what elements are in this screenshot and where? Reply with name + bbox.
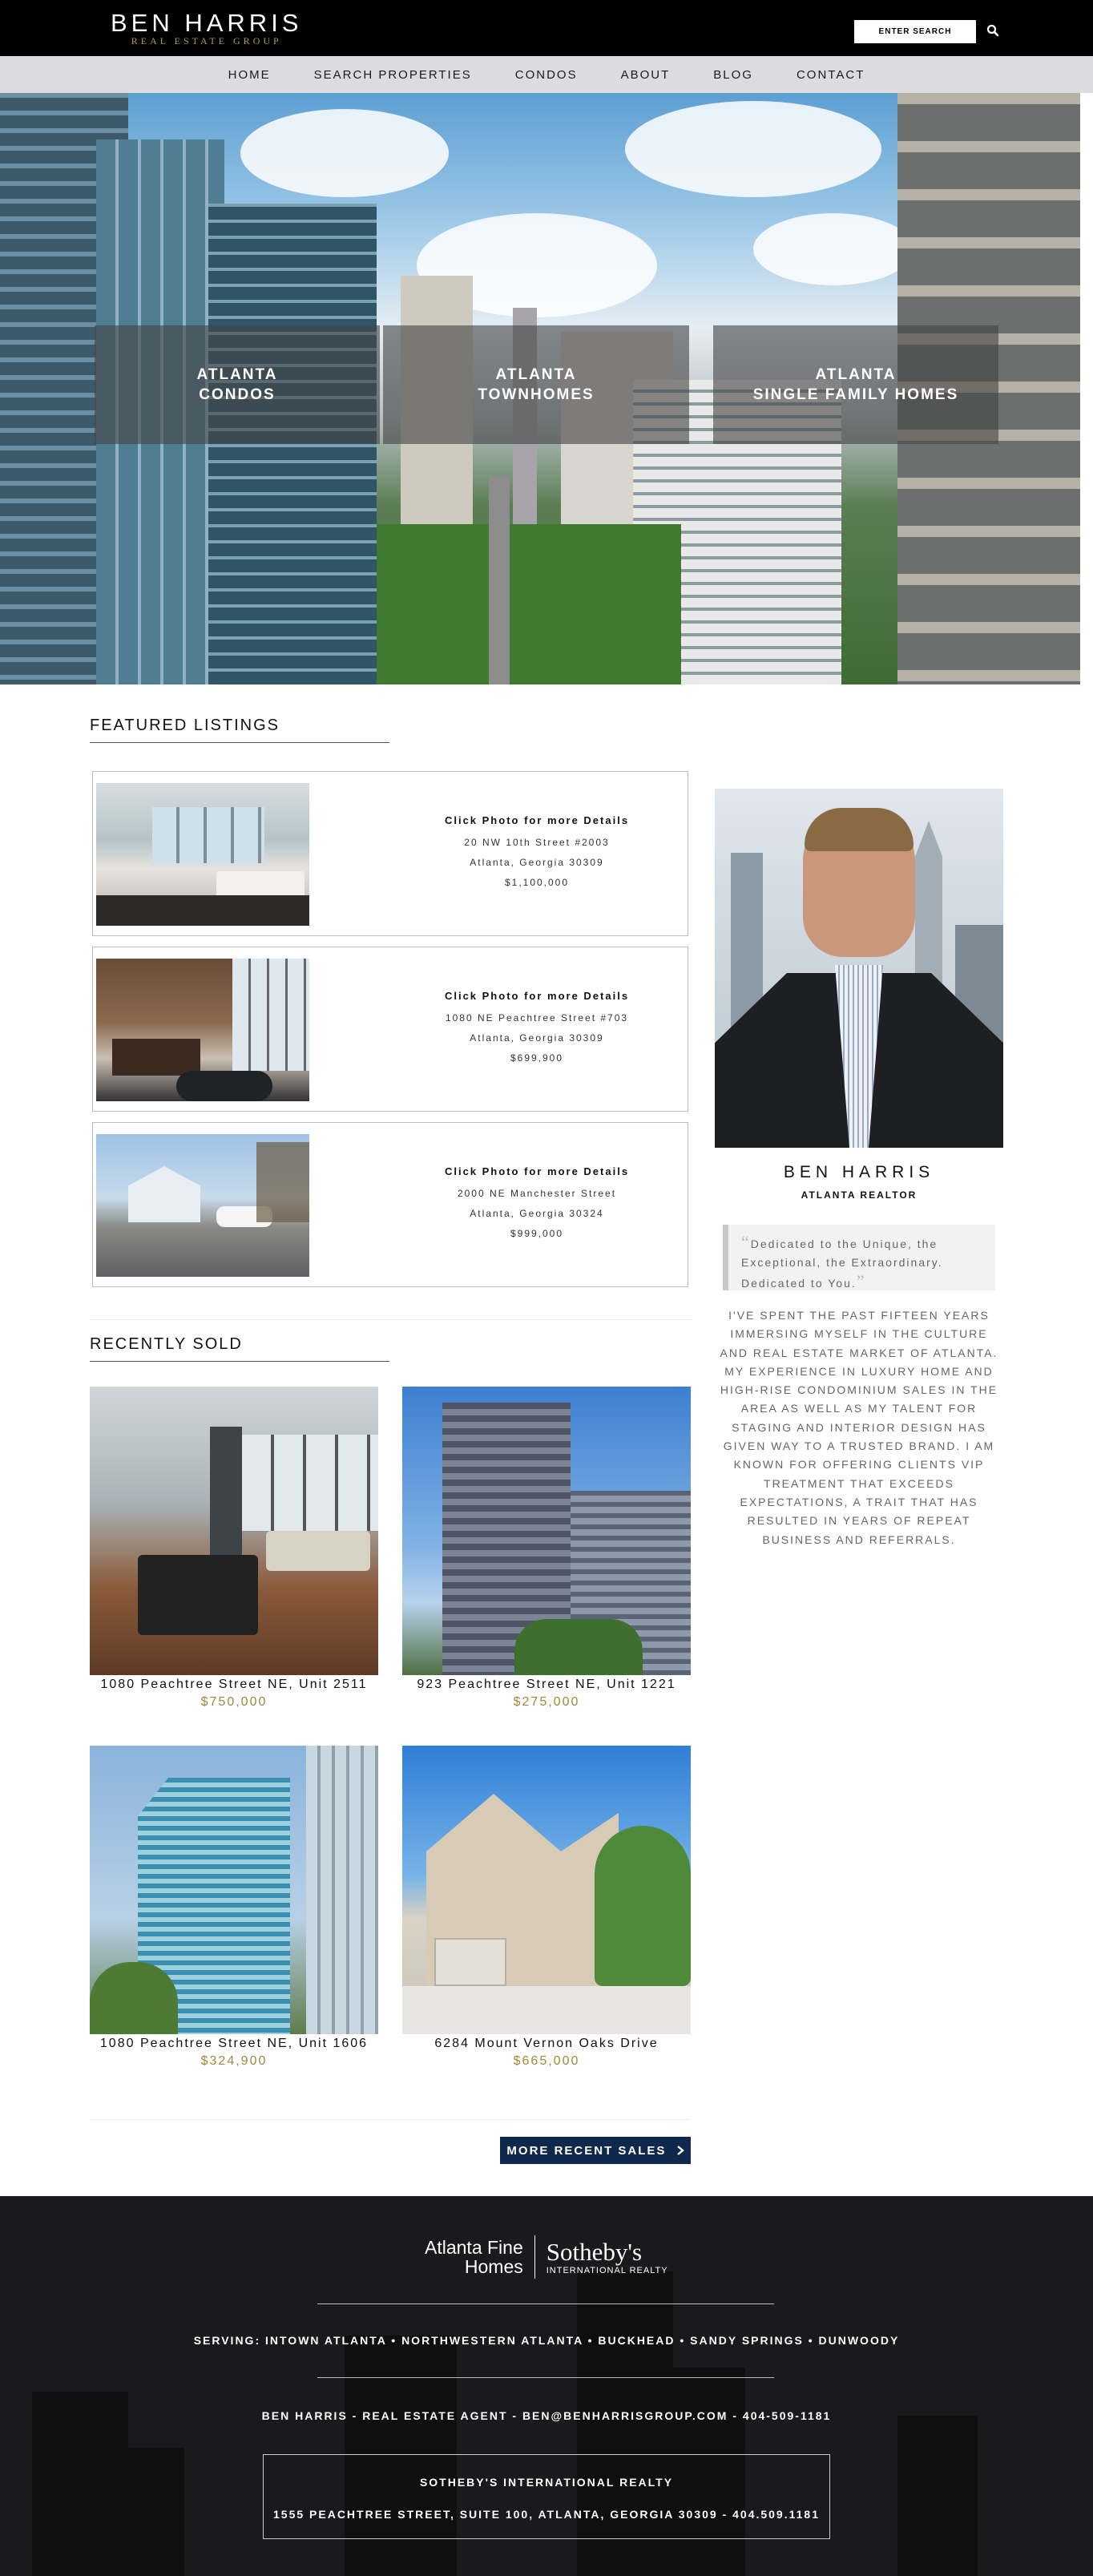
hero-link-townhomes[interactable] — [383, 325, 689, 444]
footer-office-address: 1555 PEACHTREE STREET, SUITE 100, ATLANTA, GEORGIA 30309 - 404.509.1181 — [273, 2508, 820, 2521]
sold-photo[interactable] — [402, 1387, 691, 1675]
listing-street: 1080 NE Peachtree Street #703 — [445, 1012, 629, 1024]
more-recent-sales-button[interactable] — [500, 2137, 691, 2164]
featured-listings-title: FEATURED LISTINGS — [90, 717, 280, 734]
agent-photo — [715, 789, 1003, 1148]
sold-address: 1080 Peachtree Street NE, Unit 2511 — [100, 1678, 368, 1691]
footer-serving-areas: SERVING: INTOWN ATLANTA • NORTHWESTERN ATLANTA • BUCKHEAD • SANDY SPRINGS • DUNWOODY — [193, 2334, 900, 2347]
listing-city: Atlanta, Georgia 30324 — [470, 1208, 604, 1219]
footer-skyline — [128, 2448, 184, 2576]
listing-details — [353, 772, 721, 935]
hero-street — [489, 476, 510, 684]
listing-city: Atlanta, Georgia 30309 — [470, 1032, 604, 1044]
sold-property[interactable] — [90, 1387, 378, 1710]
nav-about[interactable]: ABOUT — [620, 67, 671, 82]
listing-tree — [256, 1142, 309, 1222]
hero-link-condos[interactable] — [95, 325, 380, 444]
footer-contact: BEN HARRIS - REAL ESTATE AGENT - BEN@BENHARRISGROUP.COM - 404-509-1181 — [261, 2409, 832, 2422]
sold-address: 923 Peachtree Street NE, Unit 1221 — [417, 1678, 676, 1691]
sold-price: $275,000 — [513, 1695, 580, 1709]
hero-link-line: CONDOS — [199, 386, 276, 403]
sold-photo-tower — [306, 1746, 378, 2034]
footer-office-name: SOTHEBY'S INTERNATIONAL REALTY — [419, 2476, 674, 2489]
listing-details — [353, 947, 721, 1111]
listing-chairs — [176, 1071, 272, 1101]
hero-cloud — [240, 109, 449, 197]
listing-window — [152, 807, 264, 863]
more-recent-sales-label: MORE RECENT SALES — [506, 2143, 667, 2158]
nav-search-properties[interactable]: SEARCH PROPERTIES — [313, 67, 472, 82]
footer-rule — [317, 2303, 774, 2304]
listing-street: 20 NW 10th Street #2003 — [464, 837, 610, 848]
listing-kitchen-island — [112, 1039, 200, 1076]
listing-price: $699,900 — [510, 1052, 564, 1064]
site-logo[interactable] — [111, 10, 302, 47]
agent-name: BEN HARRIS — [783, 1163, 935, 1181]
listing-street: 2000 NE Manchester Street — [457, 1188, 617, 1199]
sold-photo-driveway — [402, 1986, 691, 2034]
sold-price: $324,900 — [200, 2054, 268, 2068]
hero-building — [208, 204, 377, 684]
nav-condos[interactable]: CONDOS — [514, 67, 578, 82]
hero-cloud — [753, 213, 914, 285]
sold-property[interactable] — [402, 1746, 691, 2069]
hero-cloud — [625, 101, 881, 197]
hero-link-label — [197, 365, 278, 405]
main-nav — [0, 56, 1093, 93]
footer-office-box — [263, 2454, 830, 2539]
listing-cta: Click Photo for more Details — [444, 814, 630, 826]
footer-brand-text: Atlanta Fine — [425, 2237, 523, 2258]
sold-address: 6284 Mount Vernon Oaks Drive — [434, 2037, 659, 2050]
listing-details — [353, 1123, 721, 1286]
sold-photo-garage — [434, 1938, 506, 1986]
featured-listing[interactable] — [92, 1122, 688, 1287]
sold-photo-trees — [90, 1962, 178, 2034]
hero-link-line: ATLANTA — [495, 366, 577, 383]
open-quote-icon: “ — [741, 1232, 751, 1252]
hero-link-line: SINGLE FAMILY HOMES — [752, 386, 959, 403]
footer-brand-right — [535, 2239, 668, 2275]
featured-listing[interactable] — [92, 947, 688, 1112]
listing-photo[interactable] — [96, 959, 309, 1101]
sold-price: $665,000 — [513, 2054, 580, 2068]
footer-skyline — [897, 2416, 978, 2576]
listing-window — [232, 959, 309, 1071]
agent-hair — [805, 808, 914, 851]
hero-link-line: ATLANTA — [196, 366, 278, 383]
sold-photo[interactable] — [90, 1746, 378, 2034]
section-divider — [90, 2119, 691, 2120]
sold-photo-trees — [514, 1619, 643, 1675]
sold-price: $750,000 — [200, 1695, 268, 1709]
recently-sold-title: RECENTLY SOLD — [90, 1335, 243, 1353]
sold-property[interactable] — [402, 1387, 691, 1710]
hero-trees — [377, 524, 681, 684]
sold-address: 1080 Peachtree Street NE, Unit 1606 — [99, 2037, 369, 2050]
sold-property[interactable] — [90, 1746, 378, 2069]
sold-photo-window — [242, 1435, 378, 1531]
listing-house — [128, 1166, 200, 1222]
logo-subtitle: REAL ESTATE GROUP — [131, 35, 282, 46]
sold-photo-tree — [595, 1826, 691, 1986]
listing-cta: Click Photo for more Details — [444, 1165, 630, 1177]
hero-link-label — [753, 365, 959, 405]
footer-brand-left — [425, 2235, 535, 2279]
footer-brand-logo[interactable] — [425, 2233, 668, 2281]
close-quote-icon: ” — [856, 1271, 866, 1291]
listing-price: $999,000 — [510, 1228, 564, 1239]
listing-floor — [96, 895, 309, 926]
featured-title-rule — [90, 742, 389, 743]
chevron-right-icon — [676, 2146, 684, 2155]
hero-link-line: ATLANTA — [815, 366, 897, 383]
featured-listing[interactable] — [92, 771, 688, 936]
section-divider — [90, 1319, 691, 1320]
hero-link-label — [478, 365, 594, 405]
nav-home[interactable]: HOME — [228, 67, 271, 82]
nav-blog[interactable]: BLOG — [713, 67, 753, 82]
agent-quote — [723, 1225, 995, 1290]
footer-brand-text: Sotheby's — [546, 2238, 643, 2266]
hero-link-line: TOWNHOMES — [478, 386, 595, 403]
listing-photo[interactable] — [96, 783, 309, 926]
footer — [0, 2196, 1093, 2576]
footer-brand-text: Homes — [464, 2256, 523, 2277]
footer-brand-text: INTERNATIONAL REALTY — [546, 2266, 668, 2275]
sold-title-rule — [90, 1361, 389, 1362]
search-input[interactable] — [854, 20, 976, 43]
agent-quote-text: Dedicated to the Unique, the Exceptional, the Extraordinary. Dedicated to You. — [741, 1238, 943, 1290]
hero-link-single-family[interactable] — [713, 325, 998, 444]
sold-photo[interactable] — [90, 1387, 378, 1675]
agent-bio: I'VE SPENT THE PAST FIFTEEN YEARS IMMERSING MYSELF IN THE CULTURE AND REAL ESTATE MARKET OF ATLANTA. MY EXPERIENCE IN LUXURY HOME AND HIGH-RISE CONDOMINIUM SALES IN THE AREA AS WELL AS MY TALENT FOR STAGING AND INTERIOR DESIGN HAS GIVEN WAY TO A TRUSTED BRAND. I AM KNOWN FOR OFFERING CLIENTS VIP TREATMENT THAT EXCEEDS EXPECTATIONS, A TRAIT THAT HAS RESULTED IN YEARS OF REPEAT BUSINESS AND REFERRALS. — [720, 1309, 998, 1546]
listing-cta: Click Photo for more Details — [444, 990, 630, 1002]
sold-photo[interactable] — [402, 1746, 691, 2034]
footer-rule — [317, 2377, 774, 2378]
sold-photo-chair — [138, 1555, 258, 1635]
search-icon — [986, 24, 999, 37]
listing-photo[interactable] — [96, 1134, 309, 1277]
search-button[interactable] — [984, 22, 1002, 41]
logo-name: BEN HARRIS — [111, 9, 303, 37]
sold-photo-sofa — [266, 1531, 370, 1571]
listing-city: Atlanta, Georgia 30309 — [470, 857, 604, 868]
nav-contact[interactable]: CONTACT — [796, 67, 865, 82]
hero-banner — [0, 93, 1080, 684]
listing-price: $1,100,000 — [504, 877, 570, 888]
agent-role: ATLANTA REALTOR — [801, 1189, 918, 1201]
top-bar — [0, 0, 1093, 56]
